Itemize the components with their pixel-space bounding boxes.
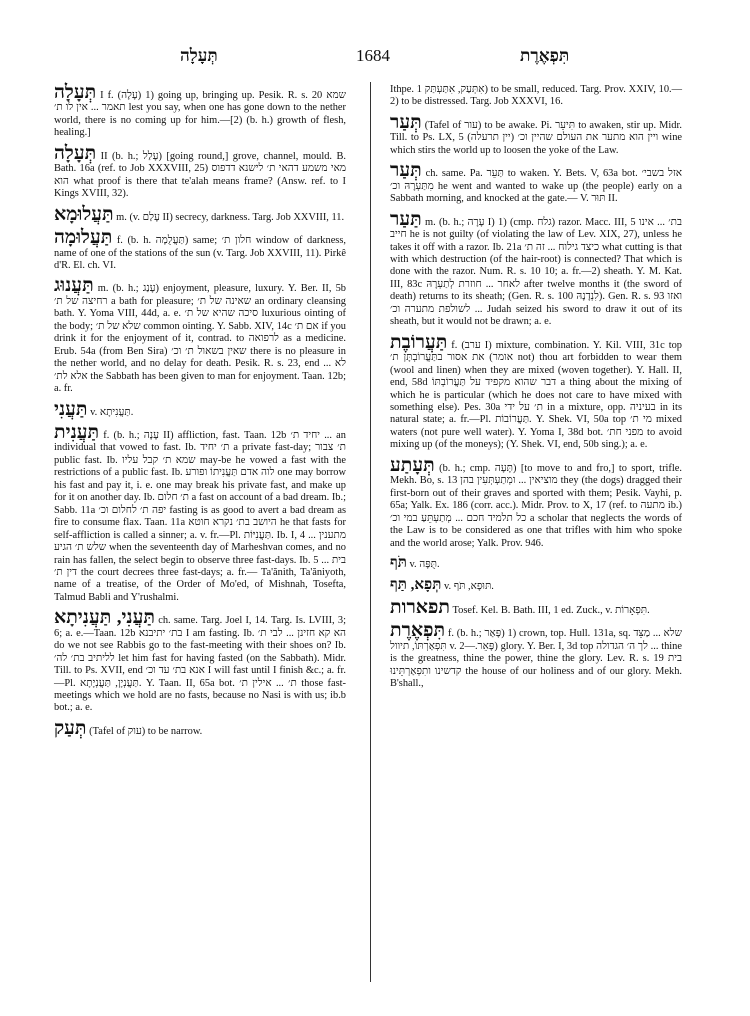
entry-headword: תַּעֲנִי, תַּעֲנִיתָא	[54, 607, 155, 629]
entry-text: m. (b. h.; עָנַג) enjoyment, pleasure, luxury. Y. Ber. II, 5b רחיצה של ת׳ a bath for pleasure; שאינה של ת׳ an ordinary cleansing bath. Y. Yoma VIII, 44d, a. e. סיכה שהיא של ת׳ luxurious ointing of the body; שלא של ת׳ common ointing. Y. Sabb. XIV, 14c אם ת׳ if you drink it for the enjoyment of it, contrad. to לרפואה as a medicine. Erub. 54a (from Ben Sira) שאין בשאול ת׳ וכ׳ there is no pleasure in the nether world, and no delay for death. Pesik. R. s. 23, end לא ... אלא לת׳ the Sabbath has been given to man for enjoyment. Taan. 12b; a. fr.	[54, 283, 346, 395]
dictionary-entry	[390, 577, 682, 594]
entry-text: ch. same. Pa. תַּעֵר to waken. Y. Bets. V, 63a bot. אזל בשבי׳ מִתַּעְרָהּ וכ׳ he went and wanted to wake up (the people) early on a Sabbath morning, and knocked at the gate.— V. תּוּר II.	[390, 168, 682, 205]
entry-text: m. (v. עָלַם II) secrecy, darkness. Targ. Job XXVIII, 11.	[116, 211, 345, 223]
page-number: 1684	[356, 46, 390, 65]
dictionary-entry	[54, 609, 346, 715]
entry-headword: תַּעֲרוֹבֶת	[390, 331, 448, 353]
entry-text: v. תֻּפָּה.	[409, 558, 440, 570]
header-right-word: תִּפְאֶרֶת	[520, 46, 570, 65]
dictionary-entry	[54, 84, 346, 140]
page-header	[0, 44, 750, 74]
entry-headword: תִּפְאֶרֶת	[390, 620, 446, 642]
dictionary-entry	[390, 111, 682, 157]
right-column	[390, 84, 682, 696]
entry-text: v. תּוּפָא, תֹּף.	[443, 580, 494, 592]
dictionary-entry	[390, 331, 683, 452]
dictionary-entry	[390, 596, 682, 618]
entry-text: II (b. h.; עָלַל) [going round,] grove, channel, mould. B. Bath. 16a (ref. to Job XXXVIII, 25) מאי משמע דהאי ת׳ לישנא דדפוס הוא what proof is there that te'alah means frame? (Answ. ref. to I Kings XVIII, 32).	[54, 150, 347, 200]
entry-headword: תַּעֲנִי	[54, 398, 88, 420]
entry-headword: תְּעַק	[54, 717, 87, 739]
entry-text: f. (b. h. תַּעֲלֻמָה) same; חלון ת׳ window of darkness, name of one of the stations of the sun (v. Targ. Job XXVIII, 11). Pirkê d'R. El. ch. VI.	[54, 235, 346, 271]
header-left-word: תְּעָלָה	[180, 46, 218, 65]
dictionary-entry	[54, 398, 346, 420]
left-column	[54, 84, 346, 743]
dictionary-entry	[390, 555, 682, 572]
entry-headword: תַּעֲלוּמָה	[54, 227, 113, 249]
entry-headword: תַּעֲלוּמָא	[54, 203, 114, 225]
dictionary-entry	[390, 208, 682, 329]
dictionary-entry	[54, 277, 346, 395]
entry-text: m. (b. h.; עָרָה I) 1) (cmp. גלח) razor. Macc. III, 5 בת׳ ... אינו חייב he is not guilty (of violating the law of Lev. XIX, 27), unless he takes it off with a razor. Ib. 21a כיצד גילוח ... זה ת׳ what cutting is that with which destruction (of the hair-root) is connected? That which is done with the razor. Num. R. s. 10 10; a. fr.—2) sheath. Y. M. Kat. III, 83c לאחר ... חוזרת לְתַעְרָהּ after twelve months it (the sword of death) returns to its sheath; (Gen. R. s. 100 לִנְדָנָהּ). Gen. R. s. 93 ואזו ... לשולפת מתערה וכ׳ Judah seized his sword to draw it out of its sheath, but it would not be drawn; a. e.	[390, 216, 682, 328]
entry-text: (Tafel of עור) to be awake. Pi. תִּיעֵר to awaken, stir up. Midr. Till. to Ps. LX, 5 ויין הוא מתער את העולם שהיין וכ׳ (יין תרעלה) wine which stirs the world up to loosen the yoke of the Law.	[390, 119, 682, 156]
entry-headword: תַּעֲנִית	[54, 421, 100, 443]
entry-text: v. תַּעֲנִיתָא.	[90, 406, 134, 418]
entry-headword: תְּעַר	[390, 111, 422, 133]
dictionary-entry	[54, 717, 346, 739]
dictionary-entry	[390, 162, 682, 205]
entry-headword: תַּעֲנוּג	[54, 275, 94, 297]
entry-text: f. (b. h.; פָּאַר) 1) crown, top. Hull. 131a, sq. שלא ... מַצֵּד תִּפְאַרְתּוֹ, תיוול v. פָּאֵר.—2) glory. Y. Ber. I, 3d top לך ה׳ הגדולה ... thine is the greatness, thine the power, thine the glory. Lev. R. s. 19 בית קדשינו ותִפְאַרְתֵּינוּ the house of our holiness and of our glory. Mekh. B'shall.,	[390, 628, 683, 690]
dictionary-entry	[54, 203, 346, 225]
column-divider	[370, 82, 371, 982]
entry-text: f. (ערב I) mixture, combination. Y. Kil. VIII, 31c top את אסור בתַּעֲרוֹבְתָּן ת׳ (אומר not) thou art forbidden to wear them (wool and linen) when they are mixed (woven together). Y. Hall. II, end, 58d דבר שהוא מקפיד על תַּעֲרוֹבְתּוֹ a thing about the mixing of which he is particular (which he does not care to have mixed with something else). Pes. 30a ת׳ על ידי in a mixture, opp. בעיניה in its natural state; a. fr.—Pl. תַּעֲרוֹבוֹת. Y. Shek. VI, 50a top מי ת׳ mixed waters (not pure well water). Y. Yoma I, 38d bot. מפני חת׳ to avoid mixing up (of the moneys); (Y. Shek. VI, end, 50b sing.); a. e.	[390, 339, 683, 451]
dictionary-entry	[54, 229, 346, 272]
entry-headword: תפארות	[390, 596, 450, 618]
continued-entry-text: Ithpe. אִתְּעַק, אִתַּעְתַּק 1) to be small, reduced. Targ. Prov. XXIV, 10.—2) to be distressed. Targ. Job XXXVI, 16.	[390, 84, 683, 108]
entry-headword: תַּעַר	[390, 208, 422, 230]
entry-headword: תְּעָלָה	[54, 142, 97, 164]
entry-text: Tosef. Kel. B. Bath. III, 1 ed. Zuck., v. תִּפְאָרוֹת.	[452, 604, 650, 616]
dictionary-entry	[54, 421, 346, 604]
dictionary-entry	[390, 622, 682, 690]
entry-text: ch. same. Targ. Joel I, 14. Targ. Is. LVIII, 3; 6; a. e.—Taan. 12b בת׳ יתיבנא I am fasting. Ib. הא קא חזינן ... לבי ת׳ do we not see Rabbis go to the fast-meeting with their shoes on? Ib. לליתיב בת׳ לה׳ let him fast for having fasted (on the Sabbath). Midr. Till. to Ps. XVII, end אנא בת׳ עד וכ׳ I will fast until I finish &c.; a. fr.—Pl. תַּעֲנְיָן, תַּעֲנְיָתָא. Y. Taan. II, 65a bot. ת׳ ... אילין ת׳ those fast-meetings which we hold are no fasts, because no Nasi is with us; ib.b bot.; a. e.	[54, 615, 346, 714]
entry-headword: תֹּף	[390, 554, 407, 571]
entry-text: I f. (עָלָה) 1) going up, bringing up. Pesik. R. s. 20 שמא תאמר ... אין לו ת׳ lest you say, when one has gone down to the nether world, there is no coming up for him.—[2) (b. h.) growth of flesh, healing.]	[54, 90, 347, 139]
entry-text: f. (b. h.; עָנָה II) affliction, fast. Taan. 12b יחיד ת׳ ... an individual that vowed to fast. Ib. ת׳ יחיד a private fast-day; ת׳ צבור public fast. Ib. שמא ת׳ קבל עליו may-be he vowed a fast with the restrictions of a public fast. Ib. לוה אדם תַּעֲנִיתוֹ ופורע one may borrow his fast and pay it, i. e. one may break his private fast, and make up for it on another day. Ib. ת׳ חלום a fast on account of a bad dream. Ib.; Sabb. 11a יפה ת׳ לחלום וכ׳ fasting is as good to avert a bad dream as fire to consume flax. Taan. 11a היושב בת׳ נקרא חוטא he that fasts for self-affliction is called a sinner; a. v. fr.—Pl. תַּעֲנִיּוֹת. Ib. I, 4 ... מתענין שלש ת׳ הגיע when the seventeenth day of Marheshvan comes, and no rain has fallen, the select begin to observe three fast-days. Ib. 5 ... בית דין ת׳ the court decrees three fast-days; a. fr.— Ta'ănith, Ta'ăniyoth, name of a treatise, of the Order of Mo'ed, of Mishnah, Tosefta, Talmud Babli and Y'rushalmi.	[54, 429, 346, 603]
dictionary-entry	[54, 142, 347, 201]
entry-headword: תְּעָלָה	[54, 82, 97, 103]
entry-headword: תְּעַר	[390, 160, 422, 182]
dictionary-entry	[390, 454, 682, 550]
entry-text: (b. h.; cmp. תָּעָה) [to move to and fro,] to sport, trifle. Mekh. Bo, s. 13 מוציאין ... ומְתַעְתְּעִין בהן they (the dogs) dragged their first-born out of their graves and sported with them; Pesik. Vayhi, p. 65a; Yalk. Ex. 186 (corr. acc.). Midr. Prov. to X, 17 (ref. to מתעה ib.) כל תלמיד חכם ... מְתַעְתֵּעַ במי וכ׳ a scholar that neglects the words of the Law is to be considered as one that trifles with him who spoke and the world arose; Yalk. Prov. 946.	[390, 462, 682, 549]
entry-headword: תְּעָתַע	[390, 454, 435, 476]
entry-headword: תְּפָא, תַּף	[390, 576, 442, 593]
entry-text: (Tafel of עוק) to be narrow.	[89, 725, 203, 737]
